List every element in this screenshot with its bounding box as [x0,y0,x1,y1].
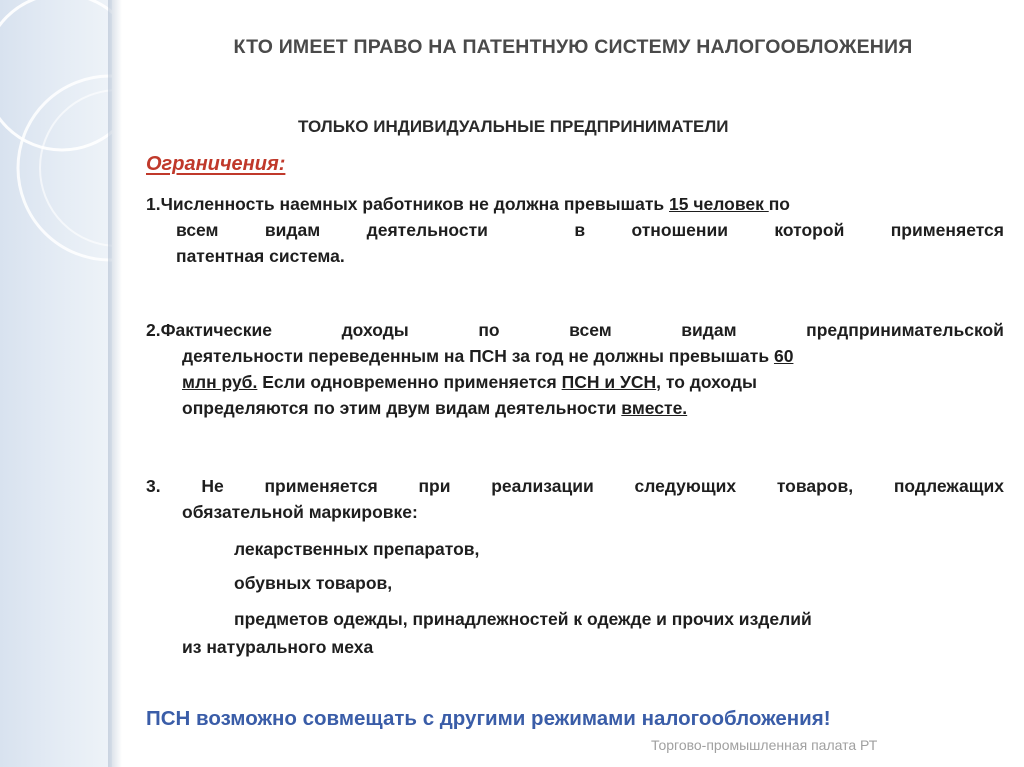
restriction-item-2 [146,317,1004,421]
sub-item-clothing-cont: из натурального меха [182,637,374,657]
page-title: КТО ИМЕЕТ ПРАВО НА ПАТЕНТНУЮ СИСТЕМУ НАЛОГООБЛОЖЕНИЯ [233,36,913,58]
decorative-rings-icon [0,0,112,330]
restriction-item-3 [146,473,1004,525]
closing-note: ПСН возможно совмещать с другими режимами налогообложения! [146,707,831,730]
sub-item-medicines: лекарственных препаратов, [234,539,480,559]
item2-line-3: млн руб. Если одновременно применяется ПСН и УСН, то доходы [182,372,757,392]
item1-line-1: 1.Численность наемных работников не должна превышать 15 человек по [146,194,790,214]
item1-line-2: всем видам деятельности в отношении которой применяется [176,220,1004,240]
restriction-item-1 [146,191,1004,269]
sidebar-edge-shadow [108,0,122,767]
sub-item-footwear: обувных товаров, [234,573,393,593]
item2-line-1: 2.Фактические доходы по всем видам предпринимательской [146,320,1004,340]
subtitle: ТОЛЬКО ИНДИВИДУАЛЬНЫЕ ПРЕДПРИНИМАТЕЛИ [298,117,729,136]
decorative-sidebar [0,0,112,767]
item1-line-3: патентная система. [176,246,345,266]
item3-line-2: обязательной маркировке: [182,502,418,522]
footer-credit: Торгово-промышленная палата РТ [651,737,878,753]
limits-heading: Ограничения: [146,153,286,175]
item2-line-4: определяются по этим двум видам деятельности вместе. [182,398,688,418]
item2-line-2: деятельности переведенным на ПСН за год не должны превышать 60 [182,346,794,366]
sub-item-clothing: предметов одежды, принадлежностей к одежде и прочих изделий [234,609,812,629]
item3-line-1: 3. Не применяется при реализации следующих товаров, подлежащих [146,476,1004,496]
